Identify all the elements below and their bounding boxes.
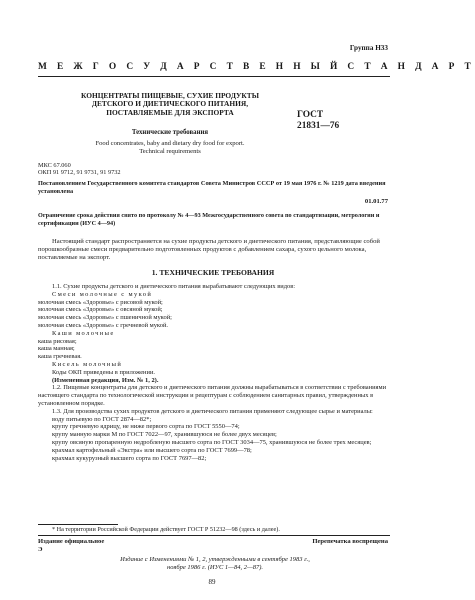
amendment-note: (Измененная редакция, Изм. № 1, 2). bbox=[52, 376, 159, 384]
material-item: крахмал картофельный «Экстра» или высшего сорта по ГОСТ 7699—78; bbox=[52, 446, 252, 454]
footnote: * На территории Российской Федерации действует ГОСТ Р 51232—98 (здесь и далее). bbox=[52, 526, 280, 533]
list-item: молочная смесь «Здоровье» с пшеничной мукой; bbox=[38, 314, 172, 322]
list-item: каша гречневая. bbox=[38, 353, 82, 361]
group-code: Группа Н33 bbox=[349, 44, 388, 52]
list-item: молочная смесь «Здоровье» с гречневой мукой. bbox=[38, 321, 169, 329]
section-heading: 1. ТЕХНИЧЕСКИЕ ТРЕБОВАНИЯ bbox=[151, 268, 275, 277]
decree-text: Постановлением Государственного комитета стандартов Совета Министров СССР от 19 мая 1976 г. № 1219 дата введения установлена bbox=[38, 180, 386, 195]
title-line: ДЕТСКОГО И ДИЕТИЧЕСКОГО ПИТАНИЯ, bbox=[91, 99, 249, 109]
footer-divider bbox=[38, 535, 390, 536]
document-subtitle: Технические требования bbox=[131, 129, 209, 136]
mks-code: МКС 67.060 bbox=[38, 162, 71, 169]
edition-text: Издание официальное bbox=[38, 538, 105, 545]
material-item: крупу гречневую ядрицу, не ниже первого сорта по ГОСТ 5550—74; bbox=[52, 423, 240, 431]
okp-code: ОКП 91 9712, 91 9731, 91 9732 bbox=[38, 169, 121, 177]
okp-note: Коды ОКП приведены в приложении. bbox=[52, 368, 156, 376]
english-title bbox=[70, 140, 270, 156]
edition-mark: Э bbox=[38, 546, 43, 553]
material-item: крахмал кукурузный высшего сорта по ГОСТ 7697—82; bbox=[52, 454, 207, 462]
validity-limit-text: Ограничение срока действия снято по протоколу № 4—93 Межгосударственного совета по стандартизации, метрологии и сертификации (ИУС 4—94) bbox=[38, 212, 380, 227]
intro-paragraph: Настоящий стандарт распространяется на сухие продукты детского и диетического питания, представляющие собой порошкообразные смеси предварительно подготовленных продуктов с добавлением сахара, сухого цельного молока, поставляемые на экспорт. bbox=[38, 238, 380, 262]
edition-label bbox=[38, 538, 104, 554]
standard-banner: М Е Ж Г О С У Д А Р С Т В Е Н Н Ы Й С Т А Н Д А Р Т bbox=[38, 62, 475, 72]
list-item: каша манная; bbox=[38, 345, 75, 353]
title-line: КОНЦЕНТРАТЫ ПИЩЕВЫЕ, СУХИЕ ПРОДУКТЫ bbox=[81, 91, 259, 100]
section-body bbox=[38, 283, 388, 462]
material-item: воду питьевую по ГОСТ 2874—82*; bbox=[52, 415, 152, 423]
document-title bbox=[70, 92, 270, 117]
page-number: 89 bbox=[208, 578, 216, 586]
list-item: молочная смесь «Здоровье» с овсяной мукой; bbox=[38, 306, 163, 314]
title-line: ПОСТАВЛЯЕМЫЕ ДЛЯ ЭКСПОРТА bbox=[106, 107, 234, 117]
material-item: крупу овсяную пропаренную недробленую высшего сорта по ГОСТ 3034—75, хранившуюся не более трех месяцев; bbox=[52, 438, 372, 446]
gost-designation bbox=[297, 110, 339, 132]
banner-divider bbox=[38, 76, 390, 77]
list-item: каша рисовая; bbox=[38, 337, 77, 345]
introduction-date: 01.01.77 bbox=[364, 198, 388, 205]
gost-label: ГОСТ bbox=[297, 110, 324, 120]
group-heading-porridges: Каши молочные bbox=[52, 329, 115, 337]
list-item: молочная смесь «Здоровье» с рисовой мукой; bbox=[38, 298, 163, 306]
group-heading-kissel: Кисель молочный bbox=[52, 360, 123, 368]
changes-line: ноябре 1986 г. (ИУС 1—84, 2—87). bbox=[166, 564, 264, 571]
gost-number: 21831—76 bbox=[297, 121, 340, 131]
group-heading-mixes: Смеси молочные с мукой bbox=[52, 290, 153, 298]
material-item: крупу манную марки М по ГОСТ 7022—97, хранившуюся не более двух месяцев; bbox=[52, 431, 277, 439]
clause-1-1: 1.1. Сухие продукты детского и диетического питания вырабатывают следующих видов: bbox=[52, 283, 296, 290]
reprint-notice: Перепечатка воспрещена bbox=[312, 538, 388, 545]
english-title-line: Food concentrates, baby and dietary dry food for export. bbox=[95, 140, 245, 147]
changes-line: Издание с Изменениями № 1, 2, утвержденными в сентябре 1983 г., bbox=[120, 556, 310, 563]
footnote-divider bbox=[38, 524, 118, 525]
english-title-line: Technical requirements bbox=[139, 148, 201, 155]
clause-1-2: 1.2. Пищевые концентраты для детского и диетического питания должны вырабатываться в соответствии с требованиями настоящего стандарта по технологической инструкции и рецептурам с соблюдением санитарных правил, утвержденных в установленном порядке. bbox=[38, 384, 387, 407]
changes-note bbox=[60, 556, 370, 572]
classification-codes bbox=[38, 162, 121, 177]
clause-1-3: 1.3. Для производства сухих продуктов детского и диетического питания применяют следующее сырье и материалы: bbox=[52, 407, 373, 415]
